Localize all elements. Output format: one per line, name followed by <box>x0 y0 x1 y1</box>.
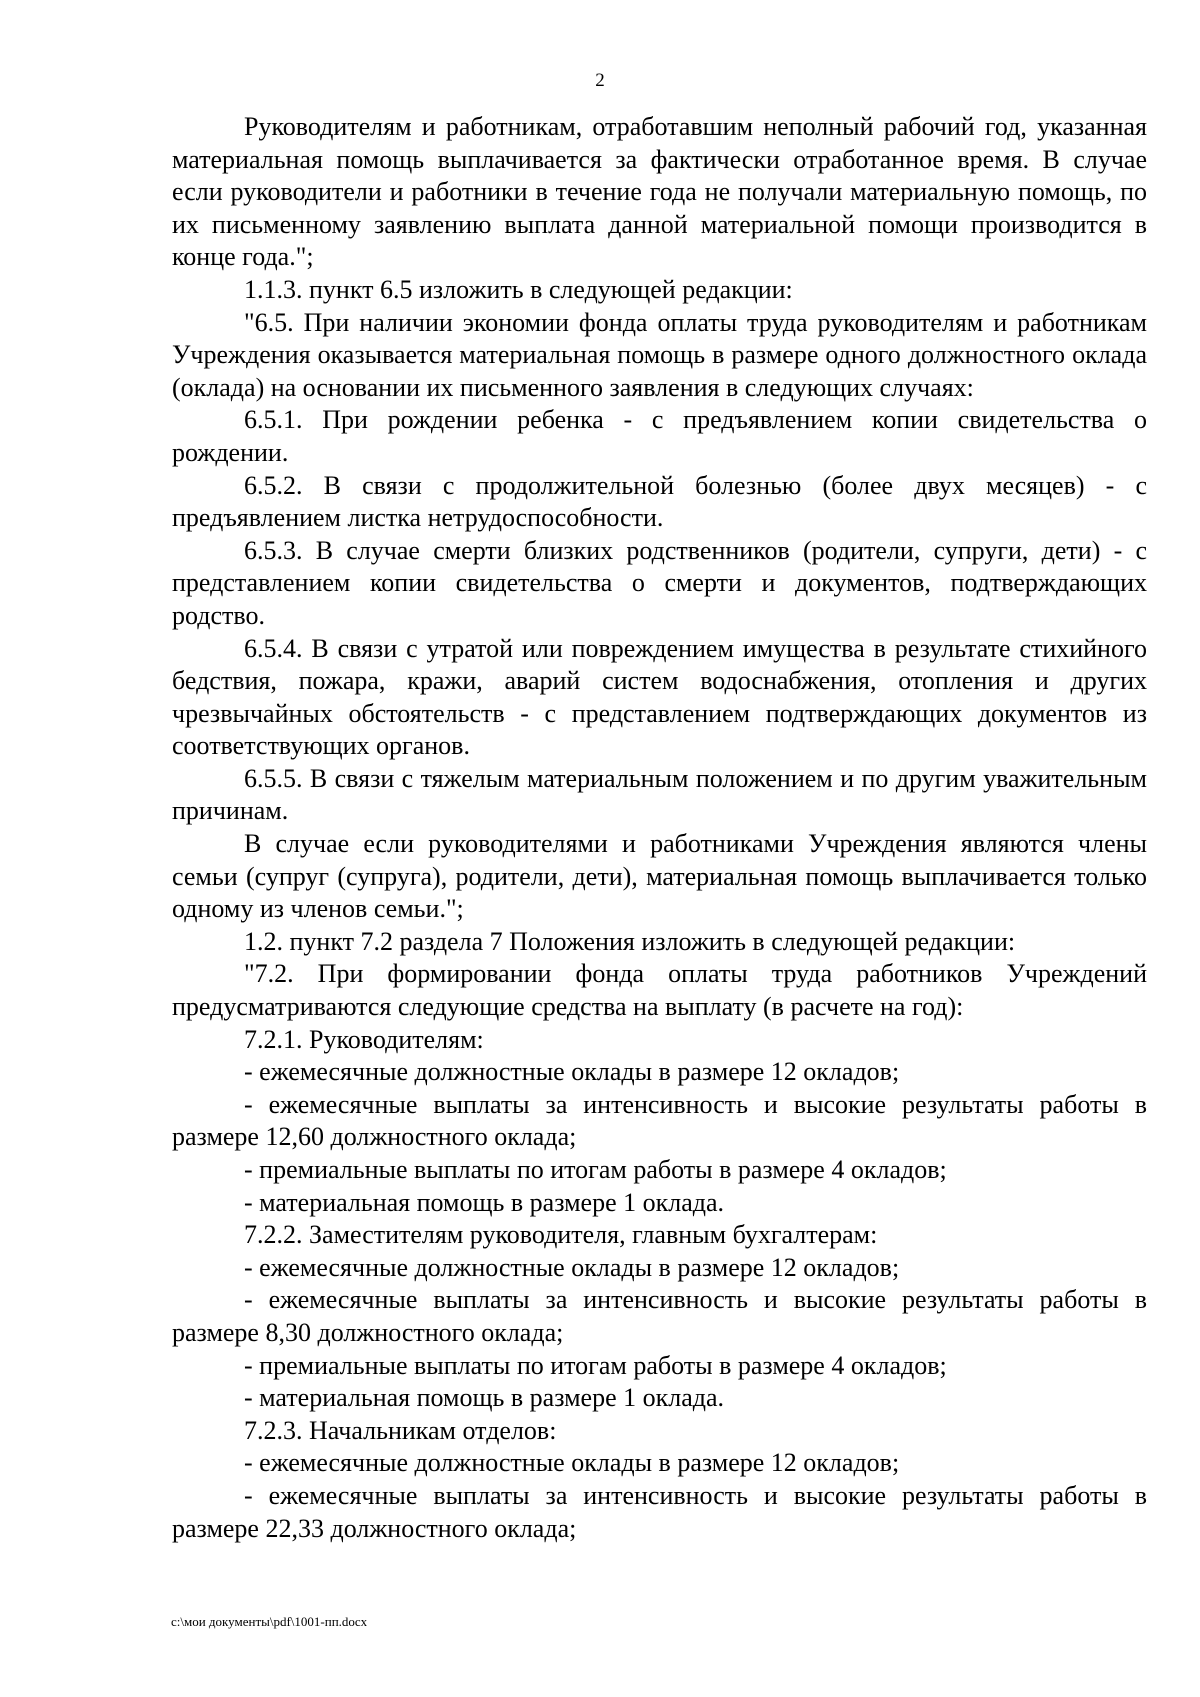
paragraph: "6.5. При наличии экономии фонда оплаты труда руководителям и работникам Учреждения оказывается материальная помощь в размере одного должностного оклада (оклада) на основании их письменного заявления в следующих случаях: <box>172 307 1147 402</box>
footer-file-path: c:\мои документы\pdf\1001-пп.docx <box>171 1614 368 1629</box>
paragraph: Руководителям и работникам, отработавшим неполный рабочий год, указанная материальная помощь выплачивается за фактически отработанное время. В случае если руководители и работники в течение года не получали материальную помощь, по их письменному заявлению выплата данной материальной помощи производится в конце года."; <box>172 112 1147 272</box>
paragraph: - ежемесячные выплаты за интенсивность и высокие результаты работы в размере 12,60 должностного оклада; <box>172 1089 1147 1152</box>
paragraph: - ежемесячные выплаты за интенсивность и высокие результаты работы в размере 22,33 должностного оклада; <box>172 1480 1147 1543</box>
document-body <box>172 111 1147 1545</box>
paragraph: 6.5.5. В связи с тяжелым материальным положением и по другим уважительным причинам. <box>172 763 1147 826</box>
paragraph: - премиальные выплаты по итогам работы в размере 4 окладов; <box>244 1350 947 1380</box>
paragraph: "7.2. При формировании фонда оплаты труда работников Учреждений предусматриваются следующие средства на выплату (в расчете на год): <box>172 959 1147 1022</box>
paragraph: 6.5.2. В связи с продолжительной болезнью (более двух месяцев) - с предъявлением листка нетрудоспособности. <box>172 470 1147 533</box>
paragraph: 7.2.3. Начальникам отделов: <box>244 1415 557 1445</box>
paragraph: - ежемесячные выплаты за интенсивность и высокие результаты работы в размере 8,30 должностного оклада; <box>172 1285 1147 1347</box>
paragraph: - материальная помощь в размере 1 оклада. <box>244 1383 725 1413</box>
paragraph: 1.2. пункт 7.2 раздела 7 Положения изложить в следующей редакции: <box>244 926 1016 956</box>
paragraph: 6.5.3. В случае смерти близких родственников (родители, супруги, дети) - с представлением копии свидетельства о смерти и документов, подтверждающих родство. <box>172 535 1147 630</box>
paragraph: - ежемесячные должностные оклады в размере 12 окладов; <box>244 1448 900 1478</box>
paragraph: - материальная помощь в размере 1 оклада. <box>244 1187 725 1217</box>
paragraph: - ежемесячные должностные оклады в размере 12 окладов; <box>244 1252 900 1282</box>
paragraph: - премиальные выплаты по итогам работы в размере 4 окладов; <box>244 1155 947 1184</box>
paragraph: В случае если руководителями и работниками Учреждения являются члены семьи (супруг (супруга), родители, дети), материальная помощь выплачивается только одному из членов семьи."; <box>172 829 1147 924</box>
paragraph: 1.1.3. пункт 6.5 изложить в следующей редакции: <box>244 274 793 304</box>
paragraph: 6.5.1. При рождении ребенка - с предъявлением копии свидетельства о рождении. <box>172 405 1147 467</box>
paragraph: 7.2.1. Руководителям: <box>244 1024 484 1054</box>
page-number: 2 <box>595 70 605 91</box>
paragraph: - ежемесячные должностные оклады в размере 12 окладов; <box>244 1057 900 1087</box>
paragraph: 7.2.2. Заместителям руководителя, главным бухгалтерам: <box>244 1220 878 1250</box>
paragraph: 6.5.4. В связи с утратой или повреждением имущества в результате стихийного бедствия, пожара, кражи, аварий систем водоснабжения, отопления и других чрезвычайных обстоятельств - с представлением подтверждающих документов из соответствующих органов. <box>172 633 1147 761</box>
